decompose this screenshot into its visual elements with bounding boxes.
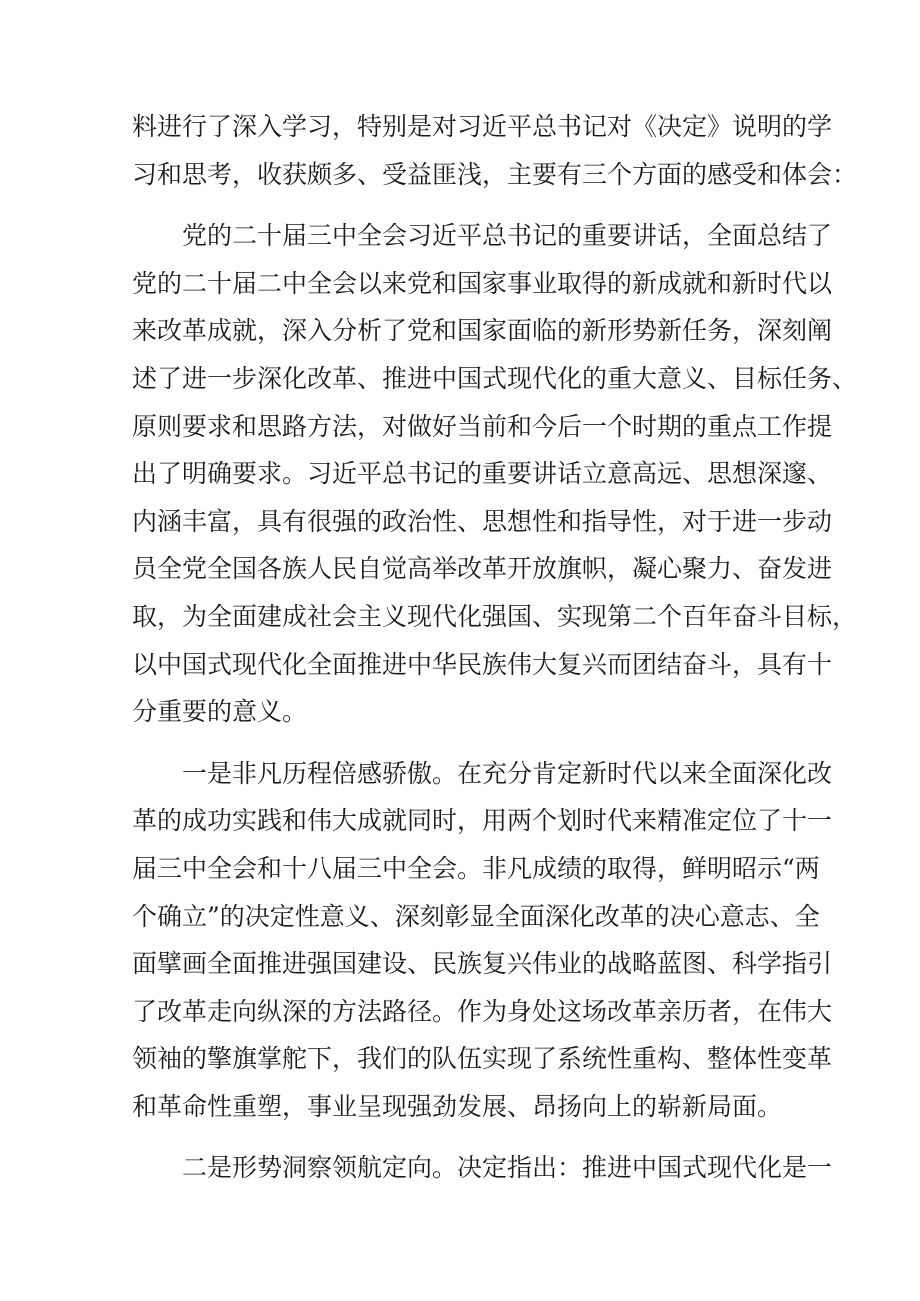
text-line: 以中国式现代化全面推进中华民族伟大复兴而团结奋斗，具有十 [132,649,833,679]
text-line: 党的二十届二中全会以来党和国家事业取得的新成就和新时代以 [132,268,833,298]
text-line: 内涵丰富，具有很强的政治性、思想性和指导性，对于进一步动 [132,506,833,536]
text-line: 了改革走向纵深的方法路径。作为身处这场改革亲历者，在伟大 [132,996,833,1026]
text-line: 习和思考，收获颇多、受益匪浅，主要有三个方面的感受和体会： [132,159,858,189]
paragraph-first-line: 党的二十届三中全会习近平总书记的重要讲话，全面总结了 [182,221,833,251]
text-line: 和革命性重塑，事业呈现强劲发展、昂扬向上的崭新局面。 [132,1091,783,1121]
document-body [132,103,858,1192]
text-line: 来改革成就，深入分析了党和国家面临的新形势新任务，深刻阐 [132,316,833,346]
text-line: 分重要的意义。 [132,697,308,727]
text-line: 员全党全国各族人民自觉高举改革开放旗帜，凝心聚力、奋发进 [132,554,833,584]
text-line: 述了进一步深化改革、推进中国式现代化的重大意义、目标任务、 [132,363,858,393]
text-line: 原则要求和思路方法，对做好当前和今后一个时期的重点工作提 [132,411,833,441]
paragraph-first-line: 二是形势洞察领航定向。决定指出：推进中国式现代化是一 [182,1153,833,1183]
text-line: 出了明确要求。习近平总书记的重要讲话立意高远、思想深邃、 [132,459,833,489]
text-line: 面擘画全面推进强国建设、民族复兴伟业的战略蓝图、科学指引 [132,949,833,979]
text-line: 革的成功实践和伟大成就同时，用两个划时代来精准定位了十一 [132,806,833,836]
text-line: 料进行了深入学习，特别是对习近平总书记对《决定》说明的学 [132,112,833,141]
text-line: 取，为全面建成社会主义现代化强国、实现第二个百年奋斗目标， [132,601,858,631]
text-line: 个确立”的决定性意义、深刻彰显全面深化改革的决心意志、全 [132,901,820,931]
text-line: 领袖的擎旗掌舵下，我们的队伍实现了系统性重构、整体性变革 [132,1044,833,1074]
text-line: 届三中全会和十八届三中全会。非凡成绩的取得，鲜明昭示“两 [132,853,820,883]
paragraph-first-line: 一是非凡历程倍感骄傲。在充分肯定新时代以来全面深化改 [182,758,833,788]
